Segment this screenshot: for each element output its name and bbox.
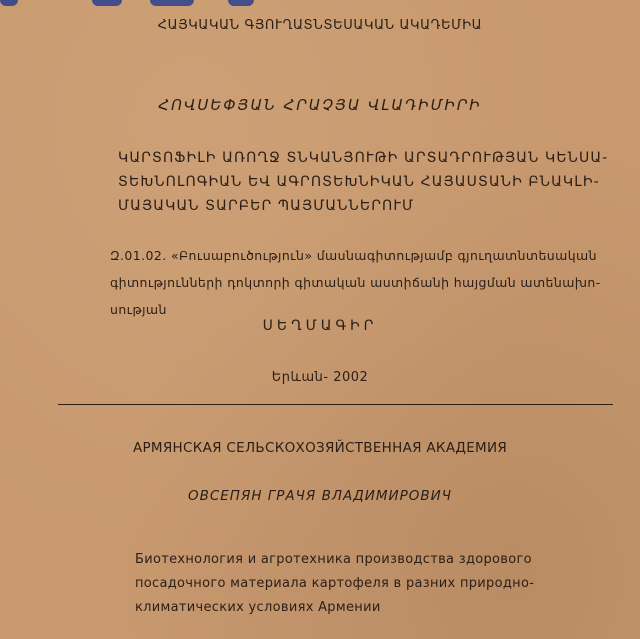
- divider-line: [58, 404, 613, 405]
- russian-author-name: ОВСЕПЯН ГРАЧЯ ВЛАДИМИРОВИЧ: [187, 488, 453, 504]
- armenian-title-line-2: ՏԵԽՆՈԼՈԳԻԱՆ ԵՎ ԱԳՐՈՏԵԽՆԻԿԱՆ ՀԱՅԱՍՏԱՆԻ ԲՆԱԿԼԻ-: [118, 174, 600, 190]
- armenian-abstract-label: ՍԵՂՄԱԳԻՐ: [262, 318, 378, 334]
- armenian-degree-line-1: Զ.01.02. «Բուսաբուծություն» մասնագիտությամբ գյուղատնտեսական: [110, 248, 597, 263]
- russian-title-line-2: посадочного материала картофеля в разних природно-: [135, 576, 535, 591]
- armenian-city-year: Երևան- 2002: [271, 370, 369, 385]
- armenian-author-name: ՀՈՎՍԵՓՅԱՆ ՀՐԱՉՅԱ ՎԼԱԴԻՄԻՐԻ: [158, 96, 482, 114]
- russian-title-line-3: климатических условиях Армении: [135, 600, 381, 615]
- ink-mark: [0, 0, 260, 10]
- russian-academy-name: АРМЯНСКАЯ СЕЛЬСКОХОЗЯЙСТВЕННАЯ АКАДЕМИЯ: [132, 440, 508, 456]
- armenian-degree-line-2: գիտությունների դոկտորի գիտական աստիճանի հայցման ատենախո-: [110, 275, 601, 290]
- armenian-academy-name: ՀԱՅԿԱԿԱՆ ԳՅՈՒՂԱՏՆՏԵՍԱԿԱՆ ԱԿԱԴԵՄԻԱ: [157, 18, 483, 33]
- armenian-title-line-3: ՄԱՅԱԿԱՆ ՏԱՐԲԵՐ ՊԱՅՄԱՆՆԵՐՈՒՄ: [118, 198, 415, 214]
- russian-title-line-1: Биотехнология и агротехника производства здорового: [135, 552, 532, 567]
- armenian-degree-line-3: սության: [110, 302, 167, 317]
- armenian-title-line-1: ԿԱՐՏՈՖԻԼԻ ԱՌՈՂՋ ՏՆԿԱՆՅՈՒԹԻ ԱՐՏԱԴՐՈՒԹՅԱՆ ԿԵՆՍԱ-: [118, 150, 609, 166]
